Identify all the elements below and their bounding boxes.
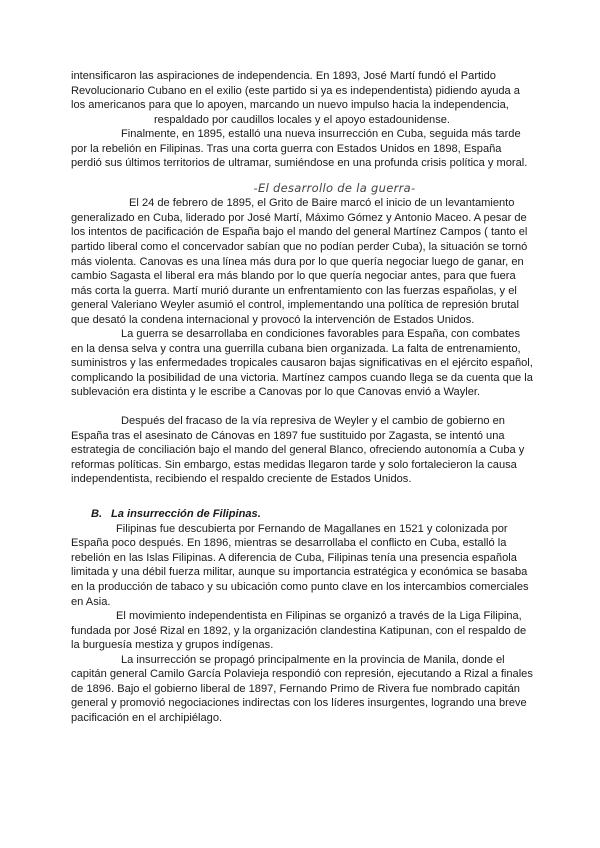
subsection-title: La insurrección de Filipinas. <box>111 507 261 520</box>
paragraph-6: Filipinas fue descubierta por Fernando de Magallanes en 1521 y colonizada por España poco después. En 1896, mientras se desarrollaba el conflicto en Cuba, estalló la rebelión en las Islas Filipinas. A diferencia de Cuba, Filipinas tenía una presencia española limitada y una débil fuerza militar, aunque su importancia estratégica y económica se basaba en la producción de tabaco y su ubicación como punto clave en los intercambios comerciales en Asia. <box>71 522 529 608</box>
paragraph-8: La insurrección se propagó principalmente en la provincia de Manila, donde el capitán general Camilo García Polavieja respondió con represión, ejecutando a Rizal a finales de 1896. Bajo el gobierno liberal de 1897, Fernando Primo de Rivera fue nombrado capitán general y promovió negociaciones indirectas con los líderes insurgentes, logrando una breve pacificación en el archipiélago. <box>71 653 533 724</box>
section-heading: -El desarrollo de la guerra- <box>253 180 416 195</box>
paragraph-2: Finalmente, en 1895, estalló una nueva insurrección en Cuba, seguida más tarde por la rebelión en Filipinas. Tras una corta guerra con Estados Unidos en 1898, España perdió sus últimos territorios de ultramar, sumiéndose en una profunda crisis política y moral. <box>71 128 528 170</box>
document-page <box>71 69 533 725</box>
paragraph-1-line-2: Revolucionario Cubano en el exilio (este partido si ya es independentista) pidiendo ayuda a <box>71 84 520 97</box>
paragraph-4: La guerra se desarrollaba en condiciones favorables para España, con combates en la densa selva y contra una guerrilla cubana bien organizada. La falta de entrenamiento, suministros y las enfermedades tropicales causaron bajas significativas en el ejército español, complicando la posibilidad de una victoria. Martínez campos cuando llega se da cuenta que la sublevación era distinta y le escribe a Canovas por lo que Canovas envió a Wayler. <box>71 328 533 399</box>
subsection-number: B. <box>91 507 103 520</box>
paragraph-1-line-4: respaldado por caudillos locales y el apoyo estadounidense. <box>153 113 451 126</box>
paragraph-7: El movimiento independentista en Filipinas se organizó a través de la Liga Filipina, fundada por José Rizal en 1892, y la organización clandestina Katipunan, con el respaldo de la burguesía mestiza y grupos indígenas. <box>71 610 527 652</box>
paragraph-3: El 24 de febrero de 1895, el Grito de Baire marcó el inicio de un levantamiento generalizado en Cuba, liderado por José Martí, Máximo Gómez y Antonio Maceo. A pesar de los intentos de pacificación de España bajo el mando del general Martínez Campos ( tanto el partido liberal como el concervador sabían que no podían perder Cuba), la situación se tornó más violenta. Canovas es una línea más dura por lo que quería negociar luego de ganar, en cambio Sagasta el liberal era más blando por lo que quería negociar antes, para que fuera más corta la guerra. Martí murió durante un enfrentamiento con las fuerzas españolas, y el general Valeriano Weyler asumió el control, implementando una política de represión brutal que desató la condena internacional y provocó la intervención de Estados Unidos. <box>71 197 528 326</box>
paragraph-1-line-3: los americanos para que lo apoyen, marcando un nuevo impulso hacia la independencia, <box>71 99 509 112</box>
subsection-heading <box>91 508 533 520</box>
paragraph-5: Después del fracaso de la vía represiva de Weyler y el cambio de gobierno en España tras el asesinato de Cánovas en 1897 fue sustituido por Zagasta, se intentó una estrategia de conciliación bajo el mando del general Blanco, ofreciendo autonomía a Cuba y reformas políticas. Sin embargo, estas medidas llegaron tarde y solo fortalecieron la causa independentista, recibiendo el respaldo creciente de Estados Unidos. <box>71 415 525 486</box>
paragraph-1-line-1: intensificaron las aspiraciones de independencia. En 1893, José Martí fundó el Partido <box>71 70 496 82</box>
